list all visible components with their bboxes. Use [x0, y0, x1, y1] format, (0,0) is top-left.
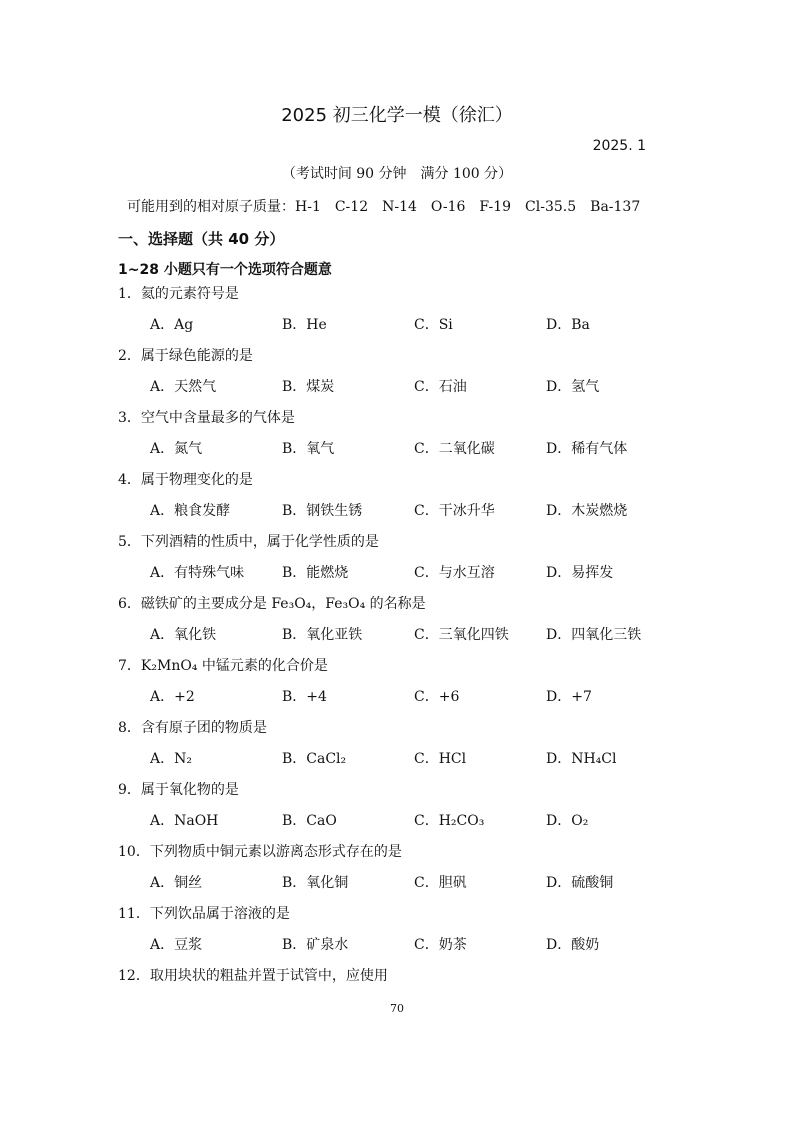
answer-option: C．二氧化碳 [414, 441, 495, 457]
question-options [118, 563, 678, 594]
answer-option: C．三氧化四铁 [414, 627, 509, 643]
question-item [118, 780, 678, 842]
exam-date: 2025. 1 [592, 138, 646, 154]
answer-option: A．氧化铁 [150, 627, 217, 643]
question-options [118, 377, 678, 408]
answer-option: A．铜丝 [150, 875, 203, 891]
question-stem: 6．磁铁矿的主要成分是 Fe₃O₄，Fe₃O₄ 的名称是 [118, 596, 426, 612]
question-stem: 2．属于绿色能源的是 [118, 348, 253, 364]
question-options [118, 501, 678, 532]
question-stem: 3．空气中含量最多的气体是 [118, 410, 295, 426]
question-item [118, 408, 678, 470]
answer-option: A．豆浆 [150, 937, 203, 953]
question-options [118, 625, 678, 656]
question-item [118, 718, 678, 780]
question-options [118, 315, 678, 346]
question-item [118, 904, 678, 966]
answer-option: B．CaO [282, 813, 337, 829]
question-item [118, 656, 678, 718]
question-stem: 8．含有原子团的物质是 [118, 720, 267, 736]
question-options [118, 935, 678, 966]
exam-info: （考试时间 90 分钟 满分 100 分） [281, 166, 513, 182]
question-stem: 12．取用块状的粗盐并置于试管中，应使用 [118, 968, 388, 984]
answer-option: D．Ba [546, 317, 590, 333]
answer-option: C．HCl [414, 751, 467, 767]
question-stem: 9．属于氧化物的是 [118, 782, 239, 798]
answer-option: A．NaOH [150, 813, 219, 829]
question-stem: 1．氦的元素符号是 [118, 286, 239, 302]
question-stem: 10．下列物质中铜元素以游离态形式存在的是 [118, 844, 402, 860]
answer-option: C．H₂CO₃ [414, 813, 485, 829]
answer-option: A．有特殊气味 [150, 565, 245, 581]
answer-option: C．Si [414, 317, 453, 333]
answer-option: D．四氧化三铁 [546, 627, 642, 643]
answer-option: C．与水互溶 [414, 565, 495, 581]
answer-option: B．钢铁生锈 [282, 503, 363, 519]
subsection-heading: 1~28 小题只有一个选项符合题意 [118, 262, 332, 278]
answer-option: D．+7 [546, 689, 592, 705]
answer-option: B．能燃烧 [282, 565, 349, 581]
answer-option: D．硫酸铜 [546, 875, 614, 891]
answer-option: A．氮气 [150, 441, 203, 457]
atomic-masses: 可能用到的相对原子质量：H-1 C-12 N-14 O-16 F-19 Cl-35.5 Ba-137 [127, 199, 641, 215]
answer-option: B．CaCl₂ [282, 751, 347, 767]
answer-option: A．N₂ [150, 751, 192, 767]
answer-option: D．O₂ [546, 813, 589, 829]
answer-option: D．氢气 [546, 379, 600, 395]
question-item [118, 532, 678, 594]
question-options [118, 687, 678, 718]
question-stem: 11．下列饮品属于溶液的是 [118, 906, 290, 922]
answer-option: C．奶茶 [414, 937, 467, 953]
answer-option: C．干冰升华 [414, 503, 495, 519]
question-item [118, 284, 678, 346]
question-item [118, 842, 678, 904]
page-number: 70 [390, 1002, 404, 1015]
question-item [118, 470, 678, 532]
answer-option: D．酸奶 [546, 937, 600, 953]
answer-option: D．易挥发 [546, 565, 614, 581]
question-options [118, 439, 678, 470]
question-item [118, 594, 678, 656]
answer-option: C．胆矾 [414, 875, 467, 891]
answer-option: B．+4 [282, 689, 327, 705]
answer-option: D．木炭燃烧 [546, 503, 628, 519]
question-options [118, 811, 678, 842]
answer-option: B．氧化亚铁 [282, 627, 363, 643]
answer-option: D．稀有气体 [546, 441, 628, 457]
question-options [118, 873, 678, 904]
question-stem: 4．属于物理变化的是 [118, 472, 253, 488]
answer-option: B．矿泉水 [282, 937, 349, 953]
page-title: 2025 初三化学一模（徐汇） [281, 105, 513, 126]
answer-option: D．NH₄Cl [546, 751, 617, 767]
answer-option: B．煤炭 [282, 379, 335, 395]
answer-option: B．氧气 [282, 441, 335, 457]
question-item [118, 966, 678, 1028]
answer-option: B．He [282, 317, 327, 333]
section-heading: 一、选择题（共 40 分） [118, 230, 285, 248]
question-stem: 7．K₂MnO₄ 中锰元素的化合价是 [118, 658, 328, 674]
question-list [118, 284, 678, 1028]
answer-option: C．石油 [414, 379, 467, 395]
answer-option: A．Ag [150, 317, 194, 333]
answer-option: B．氧化铜 [282, 875, 349, 891]
question-options [118, 749, 678, 780]
answer-option: A．天然气 [150, 379, 217, 395]
question-stem: 5．下列酒精的性质中，属于化学性质的是 [118, 534, 379, 550]
answer-option: A．+2 [150, 689, 195, 705]
answer-option: C．+6 [414, 689, 460, 705]
answer-option: A．粮食发酵 [150, 503, 231, 519]
question-item [118, 346, 678, 408]
